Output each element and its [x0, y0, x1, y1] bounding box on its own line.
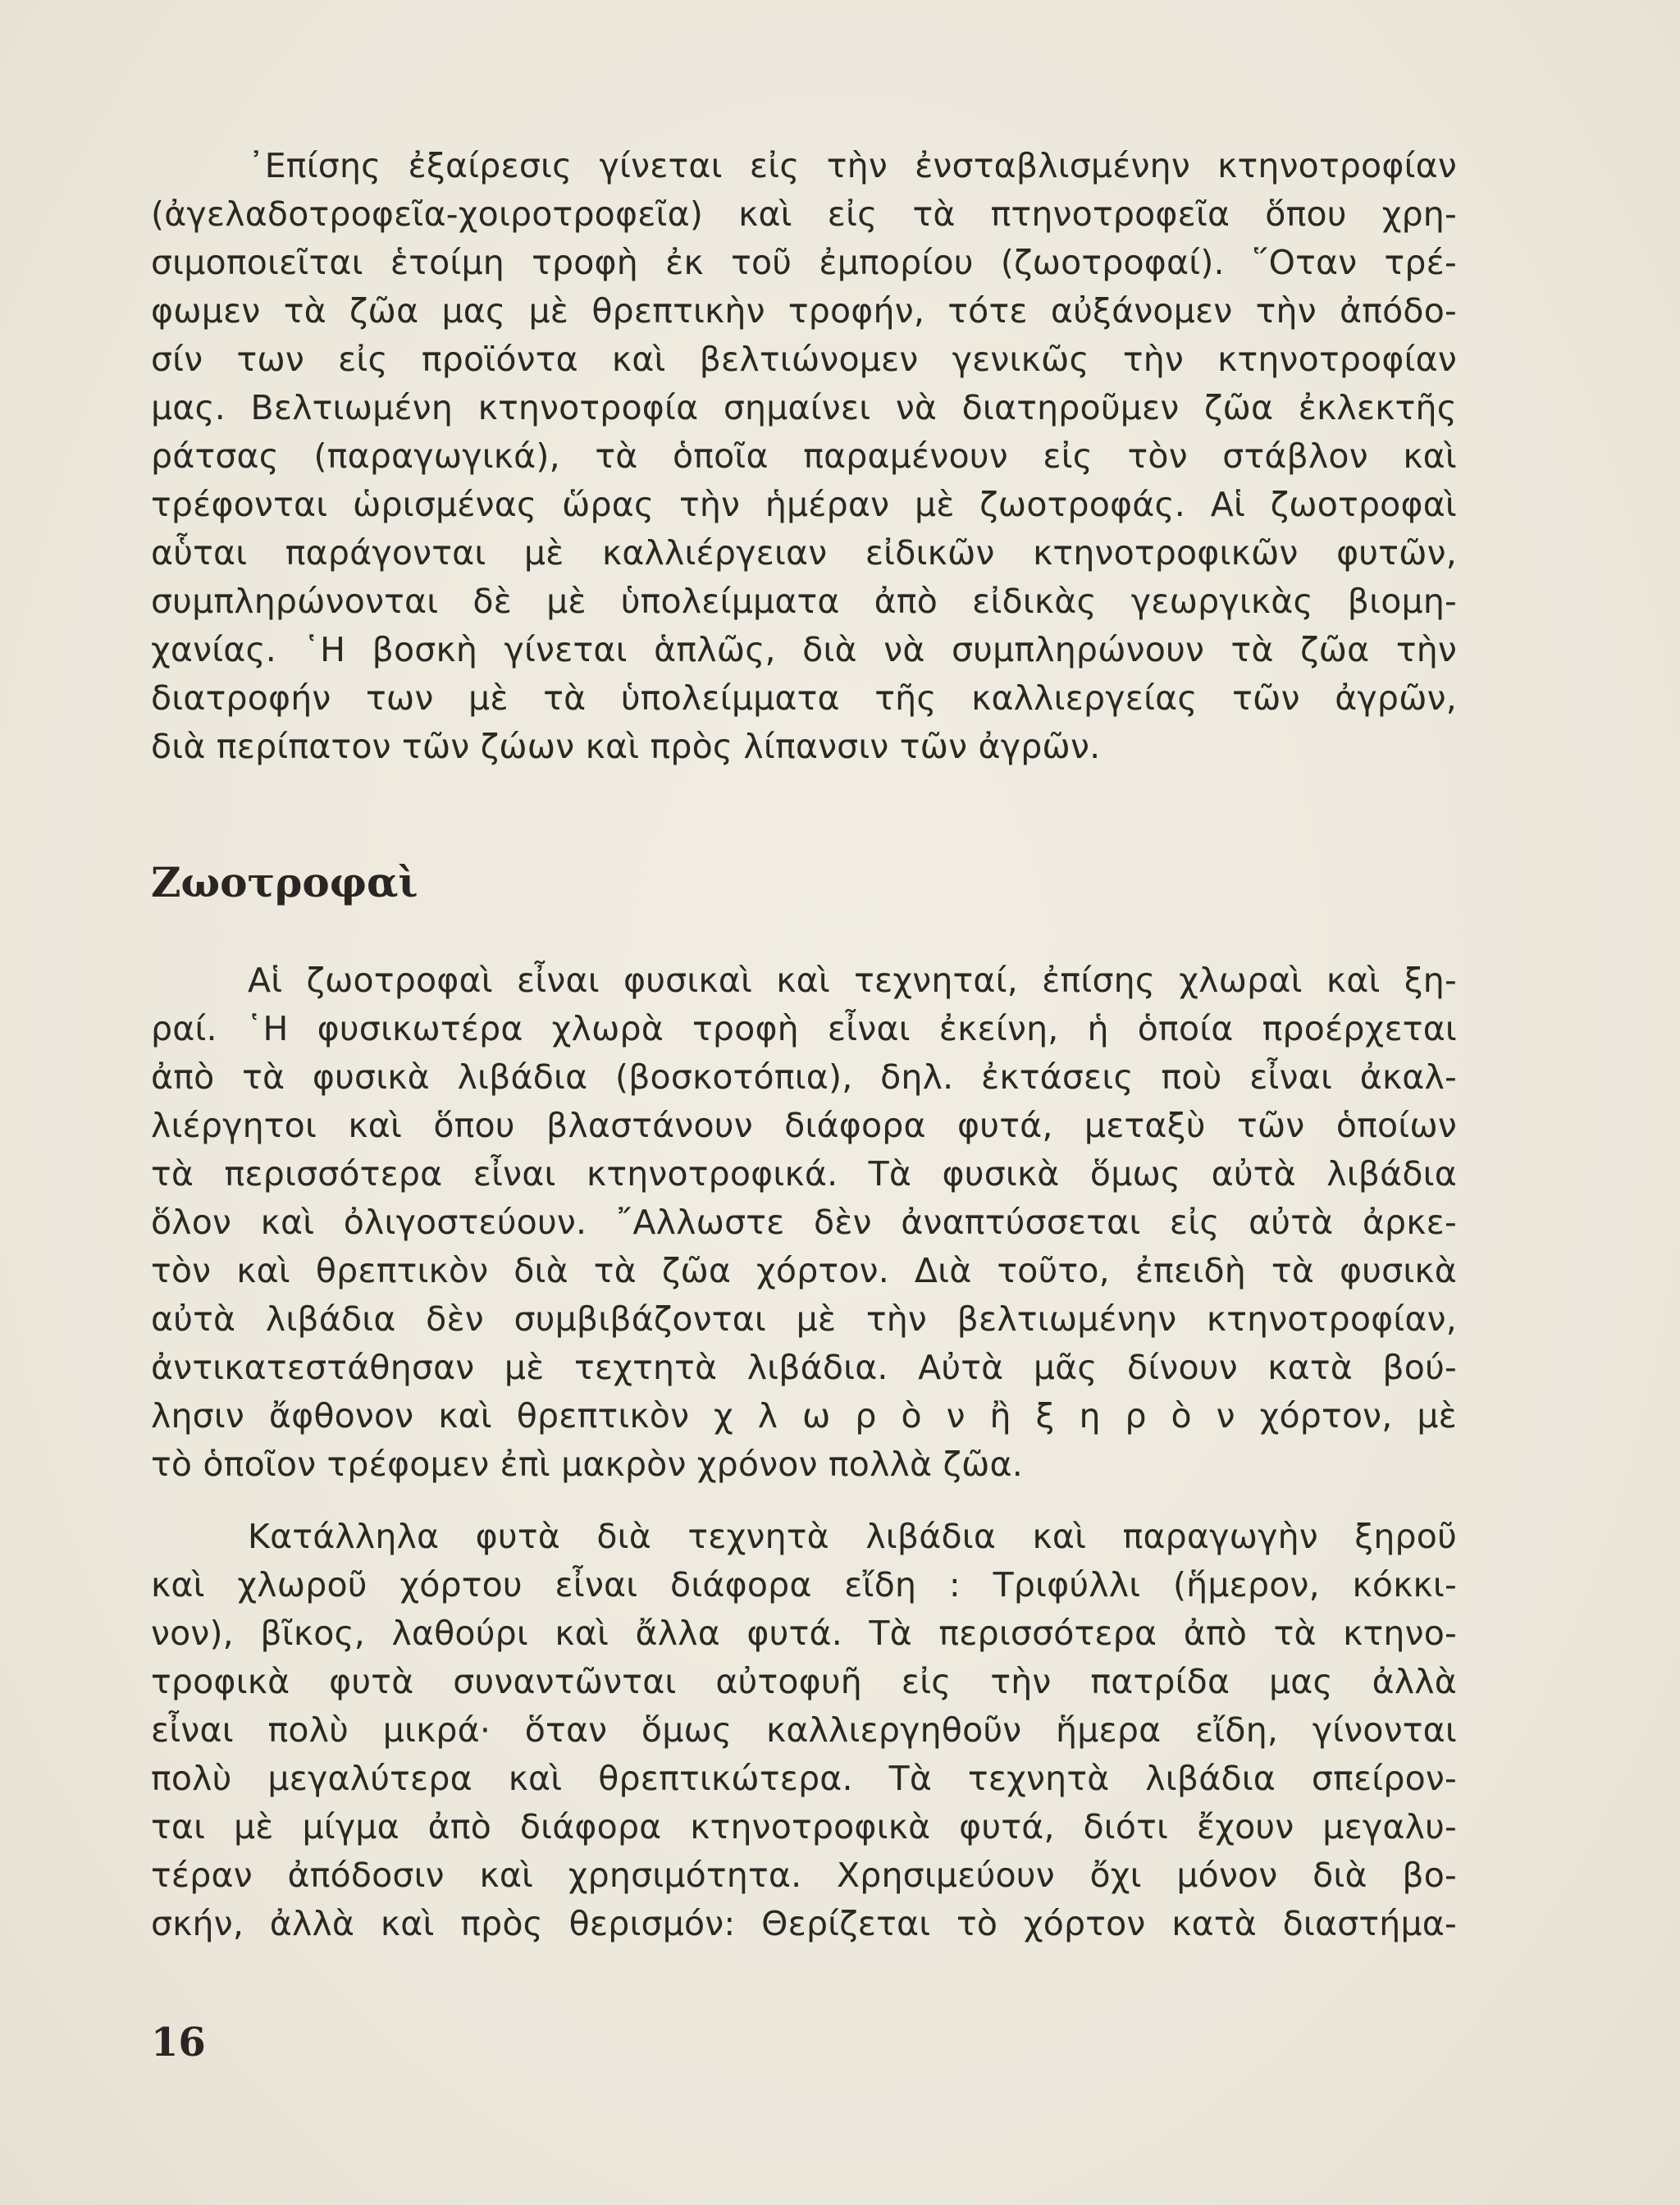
text-line: Αἱ ζωοτροφαὶ εἶναι φυσικαὶ καὶ τεχνηταί, ἐπίσης χλωραὶ καὶ ξη-: [248, 961, 1457, 1000]
text-line: τρέφονται ὡρισμένας ὥρας τὴν ἡμέραν μὲ ζωοτροφάς. Αἱ ζωοτροφαὶ: [151, 485, 1457, 524]
text-line: πολὺ μεγαλύτερα καὶ θρεπτικώτερα. Τὰ τεχνητὰ λιβάδια σπείρον-: [151, 1759, 1457, 1798]
text-line: αὐτὰ λιβάδια δὲν συμβιβάζονται μὲ τὴν βελτιωμένην κτηνοτροφίαν,: [151, 1299, 1457, 1339]
paragraph-1: [151, 142, 1457, 771]
text-line: εἶναι πολὺ μικρά· ὅταν ὅμως καλλιεργηθοῦν ἥμερα εἴδη, γίνονται: [151, 1710, 1457, 1750]
text-line: ἀντικατεστάθησαν μὲ τεχτητὰ λιβάδια. Αὐτὰ μᾶς δίνουν κατὰ βού-: [151, 1348, 1457, 1387]
text-line: καὶ χλωροῦ χόρτου εἶναι διάφορα εἴδη : Τριφύλλι (ἥμερον, κόκκι-: [151, 1565, 1457, 1605]
text-line: τροφικὰ φυτὰ συναντῶνται αὐτοφυῆ εἰς τὴν πατρίδα μας ἀλλὰ: [151, 1662, 1457, 1701]
text-line: αὗται παράγονται μὲ καλλιέργειαν εἰδικῶν κτηνοτροφικῶν φυτῶν,: [151, 533, 1457, 573]
text-line: λησιν ἄφθονον καὶ θρεπτικὸν χ λ ω ρ ὸ ν ἢ ξ η ρ ὸ ν χόρτον, μὲ: [151, 1396, 1457, 1436]
text-line: τὰ περισσότερα εἶναι κτηνοτροφικά. Τὰ φυσικὰ ὅμως αὐτὰ λιβάδια: [151, 1154, 1457, 1194]
text-line: Κατάλληλα φυτὰ διὰ τεχνητὰ λιβάδια καὶ παραγωγὴν ξηροῦ: [248, 1517, 1457, 1556]
text-line: μας. Βελτιωμένη κτηνοτροφία σημαίνει νὰ διατηροῦμεν ζῶα ἐκλεκτῆς: [151, 388, 1457, 427]
text-line: λιέργητοι καὶ ὅπου βλαστάνουν διάφορα φυτά, μεταξὺ τῶν ὁποίων: [151, 1106, 1457, 1145]
paragraph-3: [151, 1513, 1457, 1948]
text-line: ὅλον καὶ ὀλιγοστεύουν. ῎Αλλωστε δὲν ἀναπτύσσεται εἰς αὐτὰ ἀρκε-: [151, 1203, 1457, 1242]
text-line: νον), βῖκος, λαθούρι καὶ ἄλλα φυτά. Τὰ περισσότερα ἀπὸ τὰ κτηνο-: [151, 1614, 1457, 1653]
paragraph-2: [151, 956, 1457, 1489]
text-line: ραί. ῾Η φυσικωτέρα χλωρὰ τροφὴ εἶναι ἐκείνη, ἡ ὁποία προέρχεται: [151, 1009, 1457, 1048]
text-line: ράτσας (παραγωγικά), τὰ ὁποῖα παραμένουν εἰς τὸν στάβλον καὶ: [151, 436, 1457, 476]
text-line: σκήν, ἀλλὰ καὶ πρὸς θερισμόν: Θερίζεται τὸ χόρτον κατὰ διαστήμα-: [151, 1904, 1457, 1943]
text-line: σίν των εἰς προϊόντα καὶ βελτιώνομεν γενικῶς τὴν κτηνοτροφίαν: [151, 340, 1457, 379]
text-line: συμπληρώνονται δὲ μὲ ὑπολείμματα ἀπὸ εἰδικὰς γεωργικὰς βιομη-: [151, 582, 1457, 621]
text-line: τὸν καὶ θρεπτικὸν διὰ τὰ ζῶα χόρτον. Διὰ τοῦτο, ἐπειδὴ τὰ φυσικὰ: [151, 1251, 1457, 1290]
text-line: (ἀγελαδοτροφεῖα-χοιροτροφεῖα) καὶ εἰς τὰ πτηνοτροφεῖα ὅπου χρη-: [151, 194, 1457, 234]
page-number: 16: [151, 2020, 206, 2066]
text-line: σιμοποιεῖται ἑτοίμη τροφὴ ἐκ τοῦ ἐμπορίου (ζωοτροφαί). ῞Οταν τρέ-: [151, 243, 1457, 282]
text-line: ἀπὸ τὰ φυσικὰ λιβάδια (βοσκοτόπια), δηλ. ἐκτάσεις ποὺ εἶναι ἀκαλ-: [151, 1057, 1457, 1097]
text-line: διὰ περίπατον τῶν ζώων καὶ πρὸς λίπανσιν τῶν ἀγρῶν.: [151, 727, 1101, 766]
text-line: φωμεν τὰ ζῶα μας μὲ θρεπτικὴν τροφήν, τότε αὐξάνομεν τὴν ἀπόδο-: [151, 291, 1457, 331]
text-line: τὸ ὁποῖον τρέφομεν ἐπὶ μακρὸν χρόνον πολλὰ ζῶα.: [151, 1445, 1023, 1484]
text-line: ᾿Επίσης ἐξαίρεσις γίνεται εἰς τὴν ἐνσταβλισμένην κτηνοτροφίαν: [248, 146, 1457, 185]
text-line: ται μὲ μίγμα ἀπὸ διάφορα κτηνοτροφικὰ φυτά, διότι ἔχουν μεγαλυ-: [151, 1807, 1457, 1847]
text-line: διατροφήν των μὲ τὰ ὑπολείμματα τῆς καλλιεργείας τῶν ἀγρῶν,: [151, 678, 1457, 718]
text-line: τέραν ἀπόδοσιν καὶ χρησιμότητα. Χρησιμεύουν ὄχι μόνον διὰ βο-: [151, 1856, 1457, 1895]
text-line: χανίας. ῾Η βοσκὴ γίνεται ἁπλῶς, διὰ νὰ συμπληρώνουν τὰ ζῶα τὴν: [151, 630, 1457, 669]
section-heading: Ζωοτροφαὶ: [151, 858, 418, 906]
